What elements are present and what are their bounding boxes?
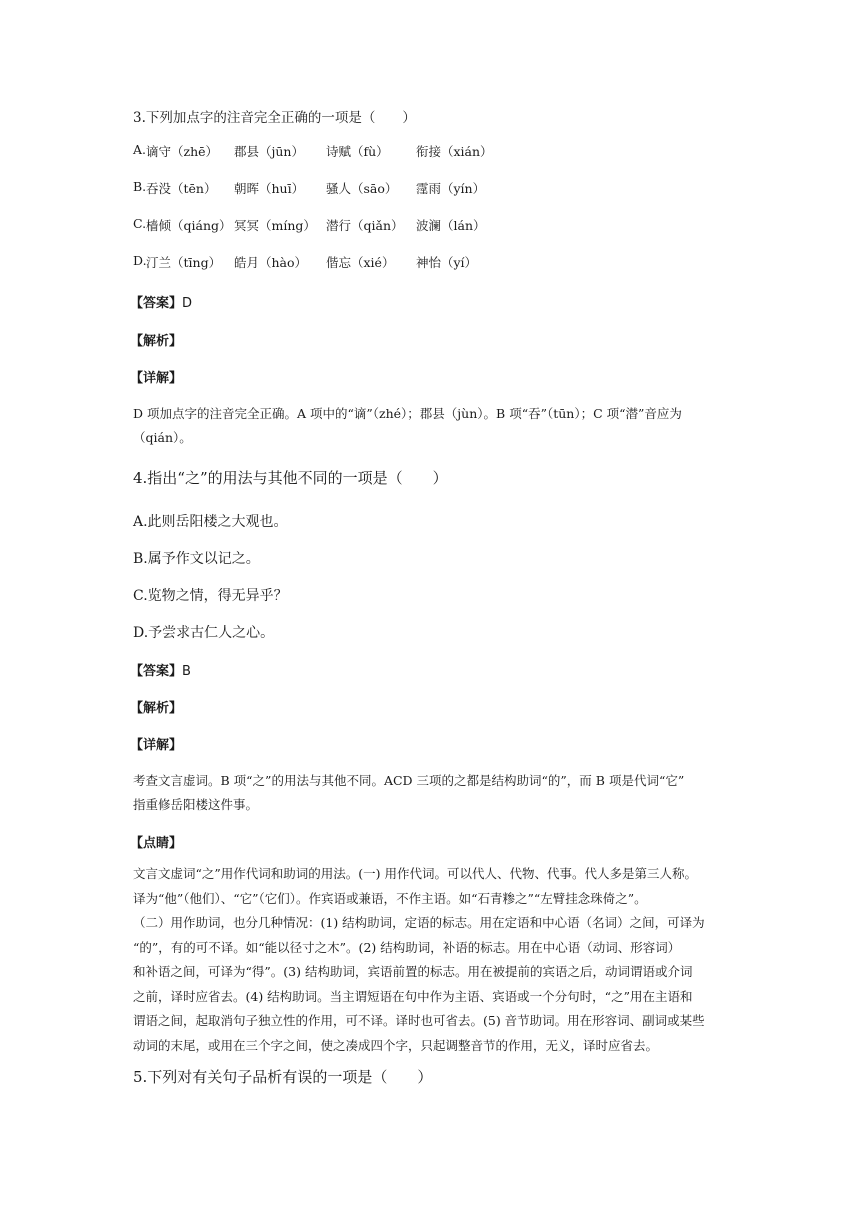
point-line: 之前，译时应省去。(4) 结构助词。当主谓短语在句中作为主语、宾语或一个分句时，“之”用在主语和 [133, 988, 693, 1004]
detail-text-q4-line1: 考查文言虚词。B 项“之”的用法与其他不同。ACD 三项的之都是结构助词“的”，而 B 项是代词“它” [133, 773, 685, 788]
question-4-option-a: A.此则岳阳楼之大观也。 [133, 514, 288, 530]
point-heading-q4: 【点睛】 [130, 836, 183, 851]
analysis-heading-q4: 【解析】 [130, 701, 183, 716]
option-label: A. [133, 142, 147, 157]
option-item: 樯倾（qiáng） [146, 218, 232, 233]
option-label: C. [133, 216, 147, 231]
point-line: “的”，有的可不译。如“能以径寸之木”。(2) 结构助词，补语的标志。用在中心语（动词、形容词） [133, 939, 681, 955]
answer-value: B [182, 664, 191, 679]
point-line: 动词的末尾，或用在三个字之间，使之凑成四个字，只起调整音节的作用，无义，译时应省去。 [133, 1037, 659, 1053]
option-row-c [133, 216, 733, 236]
option-item: 吞没（tēn） [146, 181, 217, 196]
point-line: 谓语之间，起取消句子独立性的作用，可不译。译时也可省去。(5) 音节助词。用在形容词、副词或某些 [133, 1013, 705, 1028]
detail-text-q4-line2: 指重修岳阳楼这件事。 [133, 797, 259, 812]
option-item: 郡县（jūn） [234, 144, 304, 159]
detail-heading-q4: 【详解】 [130, 738, 183, 753]
point-line: （二）用作助词，也分几种情况：(1) 结构助词，定语的标志。用在定语和中心语（名词）之间，可译为 [133, 915, 705, 930]
question-5-title: 5.下列对有关句子品析有误的一项是（ ） [133, 1068, 433, 1086]
question-4-option-b: B.属予作文以记之。 [133, 551, 260, 567]
option-item: 汀兰（tīng） [146, 255, 222, 270]
answer-value: D [182, 296, 193, 311]
answer-label: 【答案】 [130, 664, 183, 679]
option-label: B. [133, 179, 147, 194]
option-item: 波澜（lán） [416, 218, 486, 233]
question-4-option-d: D.予尝求古仁人之心。 [133, 625, 275, 641]
option-row-b [133, 179, 733, 199]
analysis-heading-q3: 【解析】 [130, 334, 183, 349]
detail-heading-q3: 【详解】 [130, 371, 183, 386]
option-row-d [133, 253, 733, 273]
option-item: 衔接（xián） [416, 144, 493, 159]
option-item: 潜行（qiǎn） [326, 218, 404, 233]
answer-heading-q3 [130, 292, 192, 311]
option-row-a [133, 142, 733, 162]
option-item: 偕忘（xié） [326, 255, 395, 270]
question-3-title: 3.下列加点字的注音完全正确的一项是（ ） [133, 110, 416, 126]
point-text-q4 [133, 862, 733, 1058]
option-item: 谪守（zhē） [146, 144, 219, 159]
detail-text-q3-line1: D 项加点字的注音完全正确。A 项中的“谪”（zhé）；郡县（jùn）。B 项“吞”（tūn）；C 项“潜”音应为 [133, 406, 682, 421]
option-label: D. [133, 253, 147, 268]
detail-text-q3-line2: （qián）。 [133, 430, 192, 445]
option-item: 朝晖（huī） [234, 181, 305, 196]
option-item: 冥冥（míng） [234, 218, 316, 233]
point-line: 文言文虚词“之”用作代词和助词的用法。(一) 用作代词。可以代人、代物、代事。代人多是第三人称。 [133, 866, 698, 881]
option-item: 霪雨（yín） [416, 181, 486, 196]
answer-heading-q4 [130, 660, 191, 679]
answer-label: 【答案】 [130, 296, 183, 311]
option-item: 诗赋（fù） [326, 144, 389, 159]
option-item: 骚人（sāo） [326, 181, 398, 196]
point-line: 译为“他”（他们）、“它”（它们）。作宾语或兼语，不作主语。如“石青糁之”“左臂挂念珠倚之”。 [133, 890, 647, 906]
option-item: 皓月（hào） [234, 255, 308, 270]
option-item: 神怡（yí） [416, 255, 478, 270]
point-line: 和补语之间，可译为“得”。(3) 结构助词，宾语前置的标志。用在被提前的宾语之后，动词谓语或介词 [133, 964, 693, 979]
question-4-option-c: C.览物之情，得无异乎？ [133, 588, 288, 604]
question-4-title: 4.指出“之”的用法与其他不同的一项是（ ） [133, 469, 448, 487]
